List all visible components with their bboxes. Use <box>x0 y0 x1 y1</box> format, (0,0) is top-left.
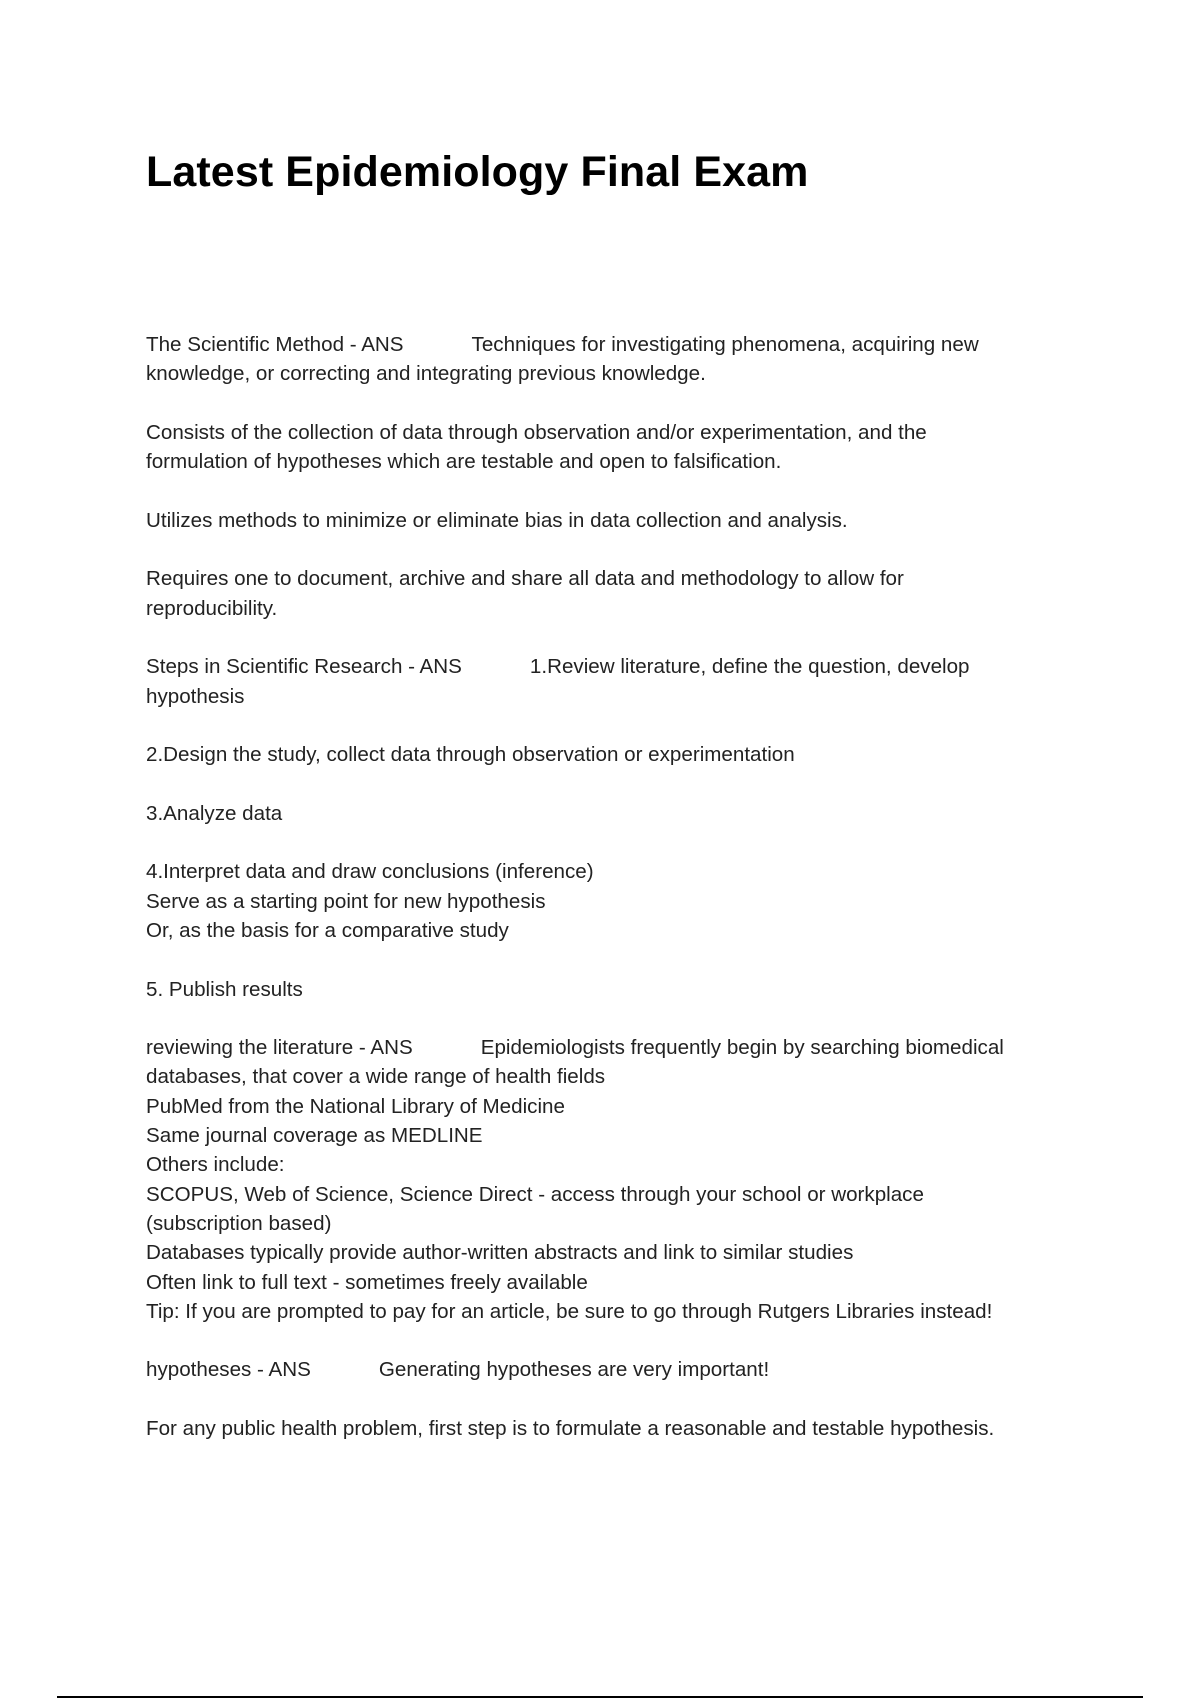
text-line: Tip: If you are prompted to pay for an article, be sure to go through Rutgers Libraries instead! <box>146 1299 993 1323</box>
text-line: Databases typically provide author-written abstracts and link to similar studies <box>146 1241 854 1265</box>
text-line: knowledge, or correcting and integrating previous knowledge. <box>146 362 706 386</box>
text-line: formulation of hypotheses which are testable and open to falsification. <box>146 450 782 474</box>
paragraph-step-4 <box>146 857 1076 945</box>
text-line: 4.Interpret data and draw conclusions (inference) <box>146 860 594 884</box>
paragraph-steps <box>146 652 1076 711</box>
answer-text: Epidemiologists frequently begin by searching biomedical <box>480 1036 1004 1060</box>
term-line <box>146 652 1076 681</box>
text-line: PubMed from the National Library of Medicine <box>146 1094 565 1118</box>
text-line: reproducibility. <box>146 596 278 620</box>
text-line: Consists of the collection of data through observation and/or experimentation, and the <box>146 420 927 444</box>
term-label: hypotheses - ANS <box>146 1358 311 1382</box>
paragraph-reviewing-literature <box>146 1033 1076 1326</box>
paragraph-step-5 <box>146 975 1076 1004</box>
text-line: For any public health problem, first step is to formulate a reasonable and testable hypothesis. <box>146 1416 995 1440</box>
paragraph-public-health <box>146 1414 1076 1443</box>
text-line: (subscription based) <box>146 1211 332 1235</box>
paragraph-scientific-method <box>146 330 1076 389</box>
text-line: Utilizes methods to minimize or eliminate bias in data collection and analysis. <box>146 508 848 532</box>
page-divider <box>57 1696 1143 1698</box>
term-label: Steps in Scientific Research - ANS <box>146 655 462 679</box>
text-line: SCOPUS, Web of Science, Science Direct - access through your school or workplace <box>146 1182 924 1206</box>
paragraph-hypotheses <box>146 1355 1076 1384</box>
term-line <box>146 330 1076 359</box>
paragraph-consists <box>146 418 1076 477</box>
text-line: Others include: <box>146 1153 285 1177</box>
text-line: databases, that cover a wide range of health fields <box>146 1065 606 1089</box>
text-line: 5. Publish results <box>146 977 303 1001</box>
term-label: reviewing the literature - ANS <box>146 1036 413 1060</box>
answer-text: 1.Review literature, define the question, develop <box>529 655 970 679</box>
term-line <box>146 1033 1076 1062</box>
term-label: The Scientific Method - ANS <box>146 333 404 356</box>
paragraph-step-2 <box>146 740 1076 769</box>
text-line: 2.Design the study, collect data through observation or experimentation <box>146 743 795 767</box>
page-title: Latest Epidemiology Final Exam <box>146 148 809 196</box>
term-line <box>146 1355 1076 1384</box>
text-line: Or, as the basis for a comparative study <box>146 918 509 942</box>
paragraph-utilizes <box>146 506 1076 535</box>
answer-text: Techniques for investigating phenomena, acquiring new <box>471 333 979 356</box>
text-line: Requires one to document, archive and share all data and methodology to allow for <box>146 567 904 591</box>
answer-text: Generating hypotheses are very important! <box>378 1358 770 1382</box>
text-line: Often link to full text - sometimes freely available <box>146 1270 588 1294</box>
paragraph-requires <box>146 564 1076 623</box>
text-line: Serve as a starting point for new hypothesis <box>146 889 546 913</box>
paragraph-step-3 <box>146 799 1076 828</box>
text-line: Same journal coverage as MEDLINE <box>146 1124 483 1148</box>
document-body <box>146 330 1076 1443</box>
text-line: hypothesis <box>146 684 245 708</box>
text-line: 3.Analyze data <box>146 801 283 825</box>
